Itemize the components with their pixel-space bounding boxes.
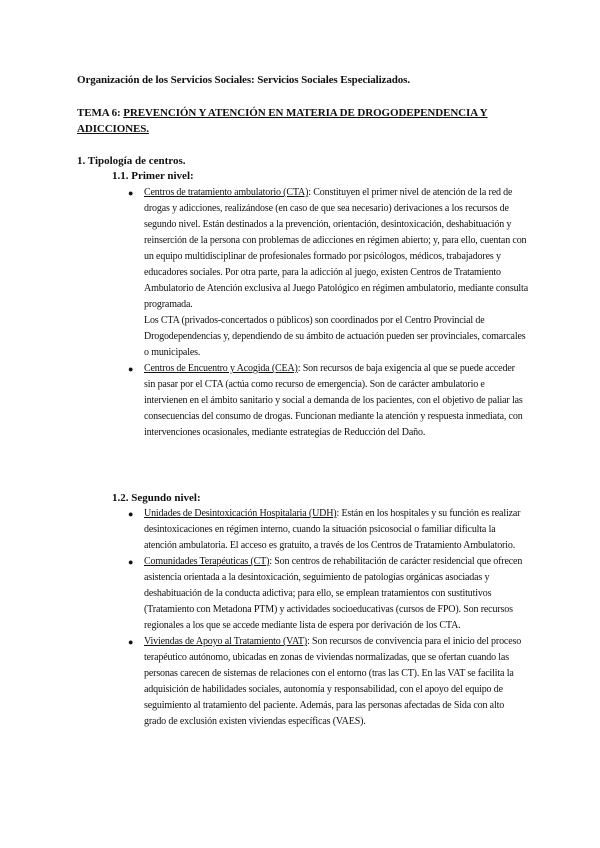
document-title: Organización de los Servicios Sociales: Servicios Sociales Especializados. bbox=[77, 74, 410, 86]
bullet-icon: ● bbox=[128, 188, 134, 198]
bullet-list-segundo-nivel bbox=[128, 506, 528, 730]
term-cta: Centros de tratamiento ambulatorio (CTA) bbox=[144, 187, 309, 198]
item-text: : Son recursos de baja exigencia al que se puede acceder sin pasar por el CTA (actúa como recurso de emergencia). Son de carácter ambulatorio e intervienen en el ámbito sanitario y social a demanda de los pacientes, con el objetivo de paliar las consecuencias del consumo de drogas. Funcionan mediante la atención y respuesta inmediata, con intervenciones ocasionales, mediante estrategias de Reducción del Daño. bbox=[144, 363, 523, 438]
list-item bbox=[128, 361, 528, 441]
term-udh: Unidades de Desintoxicación Hospitalaria (UDH) bbox=[144, 508, 337, 519]
topic-title: PREVENCIÓN Y ATENCIÓN EN MATERIA DE DROGODEPENDENCIA Y ADICCIONES. bbox=[77, 107, 488, 135]
list-item bbox=[128, 185, 528, 361]
topic-heading bbox=[77, 105, 547, 137]
list-item bbox=[128, 554, 528, 634]
list-item bbox=[128, 506, 528, 554]
bullet-icon: ● bbox=[128, 509, 134, 519]
item-extra-text: Los CTA (privados-concertados o públicos) son coordinados por el Centro Provincial de Drogodependencias y, dependiendo de su ámbito de actuación pueden ser provinciales, comarcales o municipales. bbox=[144, 315, 526, 358]
list-item bbox=[128, 634, 528, 730]
item-text: : Constituyen el primer nivel de atención de la red de drogas y adicciones, realizándose (en caso de que sea necesario) derivaciones a los recursos de segundo nivel. Están destinados a la prevención, orientación, desintoxicación, deshabituación y reinserción de la persona con problemas de adicciones en régimen abierto; y, para ello, cuentan con un equipo multidisciplinar de profesionales formado por psicólogos, médicos, trabajadores y educadores sociales. Por otra parte, para la adicción al juego, existen Centros de Tratamiento Ambulatorio de Atención exclusiva al Juego Patológico en régimen ambulatorio, mediante consulta programada. bbox=[144, 187, 528, 310]
bullet-icon: ● bbox=[128, 364, 134, 374]
section-heading: 1. Tipología de centros. bbox=[77, 155, 186, 167]
term-ct: Comunidades Terapéuticas (CT) bbox=[144, 556, 270, 567]
item-text: : Son recursos de convivencia para el inicio del proceso terapéutico autónomo, ubicadas en zonas de viviendas normalizadas, que se ofertan cuando las personas carecen de sistemas de relaciones con el entorno (tras las CT). En las VAT se facilita la adquisición de habilidades sociales, autonomía y responsabilidad, con el apoyo del equipo de seguimiento al tratamiento del paciente. Además, para las personas afectadas de Sida con alto grado de exclusión existen viviendas específicas (VAES). bbox=[144, 636, 522, 727]
subsection-heading-primer-nivel: 1.1. Primer nivel: bbox=[112, 170, 194, 182]
item-text: : Están en los hospitales y su función es realizar desintoxicaciones en régimen interno, cuando la situación psicosocial o familiar dificulta la atención ambulatoria. El acceso es gratuito, a través de los Centros de Tratamiento Ambulatorio. bbox=[144, 508, 521, 551]
bullet-icon: ● bbox=[128, 637, 134, 647]
bullet-list-primer-nivel bbox=[128, 185, 528, 441]
topic-number: TEMA 6: bbox=[77, 107, 124, 119]
subsection-heading-segundo-nivel: 1.2. Segundo nivel: bbox=[112, 492, 201, 504]
item-text: : Son centros de rehabilitación de carácter residencial que ofrecen asistencia orientada a la desintoxicación, seguimiento de patologías orgánicas asociadas y deshabituación de la conducta adictiva; para ello, se emplean tratamientos con sustitutivos (Tratamiento con Metadona PTM) y actividades socioeducativas (cursos de FPO). Son recursos regionales a los que se accede mediante lista de espera por derivación de los CTA. bbox=[144, 556, 523, 631]
term-vat: Viviendas de Apoyo al Tratamiento (VAT) bbox=[144, 636, 308, 647]
bullet-icon: ● bbox=[128, 557, 134, 567]
term-cea: Centros de Encuentro y Acogida (CEA) bbox=[144, 363, 298, 374]
